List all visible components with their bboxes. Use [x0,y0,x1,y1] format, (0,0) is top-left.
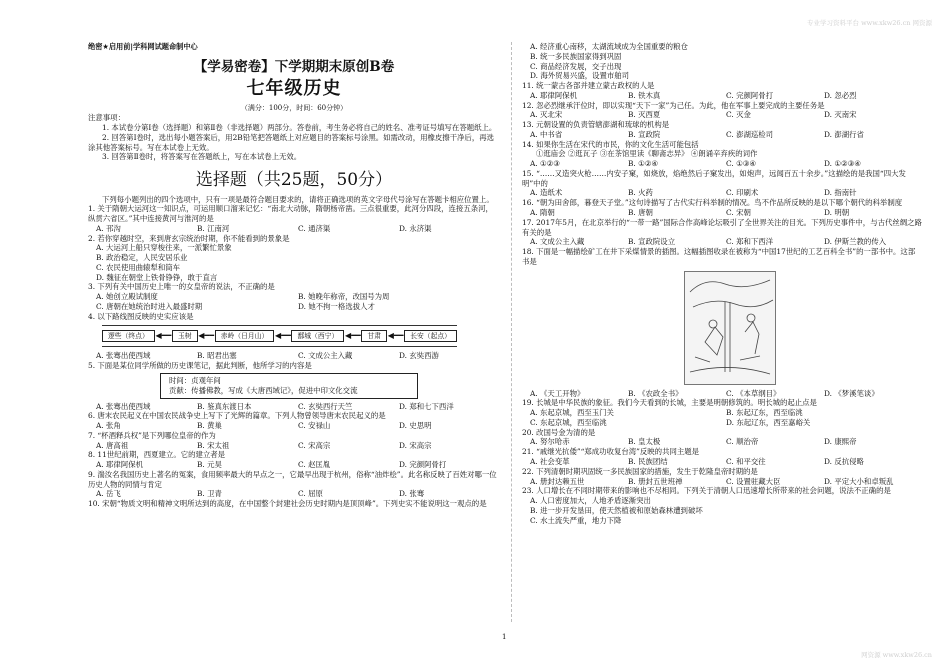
option: B. 灭西夏 [628,110,661,120]
option-row [88,224,500,234]
option: C. 玄奘西行天竺 [298,401,353,411]
option: C. 水土流失严重，地力下降 [530,515,622,525]
question [88,411,500,431]
question [522,247,922,398]
section-intro: 下列每小题列出的四个选项中，只有一项是最符合题目要求的，请将正确选项的英文字母代号涂写在答题卡相应位置上。 [102,194,494,204]
option: A. ①②③ [530,159,560,169]
option: A. 唐高祖 [96,440,129,450]
option: C. 通济渠 [298,223,331,233]
option: A. 人口密度加大，人地矛盾逐渐突出 [530,496,651,506]
watermark-top: 专业学习资料平台 www.xkw26.cn 网资源 [807,19,932,27]
option: B. 唐朝 [628,208,653,218]
question-stem: 8. 11世纪前期，西夏建立。它的建立者是 [88,450,226,460]
option: D. 永济渠 [399,223,432,233]
option: B. 元昊 [197,460,222,470]
question [88,499,500,509]
option: C. ①③④ [726,159,756,169]
option: D. ①②③④ [824,159,861,169]
option-row [522,408,922,418]
route-stop: 逻些（终点） [102,330,155,343]
column-divider [511,42,512,622]
option: B. 东起辽东，西至临洮 [726,408,803,418]
question-stem: 11. 统一蒙古各部并建立蒙古政权的人是 [522,81,655,91]
option: B. 铁木真 [628,90,661,100]
note-box-line: 贡献：传播佛教，写成《大唐西域记》，促进中印文化交流 [169,385,358,395]
right-column [522,42,922,525]
question [522,81,922,101]
option: B. 她晚年称帝，改国号为周 [298,292,390,302]
option: D. 张骞 [399,489,425,499]
mining-illustration [684,271,776,385]
note-box [160,373,418,399]
question [522,467,922,487]
question-stem: 4. 以下路线图反映的史实应该是 [88,311,194,321]
question-stem: 14. 如果你生活在宋代的市民，你的文化生活可能包括 [522,139,699,149]
header-line: 绝密★启用前|学科网试题命制中心 [88,42,198,51]
option: D. 忽必烈 [824,90,857,100]
arrow-left-icon: ◀━━ [344,330,361,340]
option: C. 完颜阿骨打 [726,90,774,100]
option: B. 卫青 [197,489,222,499]
option: D. 宋高宗 [399,440,432,450]
option: B. 宣政院设立 [628,237,676,247]
question-stem: 23. 人口增长在不同时期带来的影响也不尽相同。下列关于清朝人口迅速增长所带来的社会问题，说法不正确的是 [522,486,891,496]
option: D. 史思明 [399,421,432,431]
route-stop: 玉树 [172,330,198,343]
question-stem: 21. “戚继光抗倭”“郑成功收复台湾”反映的共同主题是 [522,447,700,457]
option-row [522,437,922,447]
page-number: 1 [502,633,507,641]
option-row [88,302,500,312]
option-row [522,188,922,198]
question-stem: 15. “……又造突火枪……内安子窠，如烧放，焰绝然后子窠发出，如炮声，远闻百五十余步。”这描绘的是我国“四大发明”中的 [522,168,906,188]
question [88,234,500,283]
option-row [88,421,500,431]
question-stem: 10. 宋朝“物质文明和精神文明所达到的高度，在中国整个封建社会历史时期内是顶顶峰”。下列史实不能说明这一观点的是 [88,499,487,509]
option: A. 耶律阿保机 [530,90,577,100]
option: B. 册封五世班禅 [628,476,683,486]
question [522,218,922,247]
question-stem: 16. “朝为田舍郎，暮登天子堂。”这句诗描写了古代实行科举制的情况。鸟不作品所反映的是以下哪个朝代的科举制度 [522,198,903,208]
option: C. 东起京城，西至临洮 [530,417,607,427]
option: C. 屈原 [298,489,323,499]
option: D. 东起辽东，西至嘉峪关 [726,417,811,427]
option: A. 邗沟 [96,223,121,233]
watermark-bottom: 网资源 www.xkw26.cn [861,651,932,660]
question-stem: 13. 元朝设置的负责管辖澎湖和琉球的机构是 [522,120,670,130]
question-stem: 12. 忽必烈继承汗位时，即以实现“天下一家”为己任。为此，他在军事上要完成的主要任务是 [522,100,825,110]
route-diagram [102,325,457,348]
option: C. 印刷术 [726,188,759,198]
option-row [88,489,500,499]
notes [88,113,500,162]
option: D. 郑和七下西洋 [399,401,454,411]
option: C. 《本草纲目》 [726,388,781,398]
option: B. 民族团结 [628,456,668,466]
question-stem: 2. 若你穿越时空，来到唐玄宗统治时期，你不能看到的景象是 [88,233,290,243]
question-sub-items: ①逛庙会 ②逛瓦子 ③在茶馆里读《聊斋志异》 ④朗诵辛弃疾的词作 [536,149,758,159]
option: C. 澎湖巡检司 [726,129,774,139]
option-row [522,237,922,247]
question-stem: 6. 唐末农民起义在中国农民战争史上写下了光辉的篇章。下列人物曾领导唐末农民起义的是 [88,411,386,421]
option-row [522,110,922,120]
option: C. 宋高宗 [298,440,331,450]
option: A. 隋朝 [530,208,555,218]
option-row [522,457,922,467]
option: A. 张骞出使西域 [96,401,151,411]
option: D. 伊斯兰教的传入 [824,237,887,247]
option-column [522,42,922,81]
question [522,428,922,448]
route-stop: 鄯城（西宁） [291,330,344,343]
option: D. 澎湖行省 [824,129,864,139]
arrow-left-icon: ◀━━ [387,330,404,340]
question [88,361,500,411]
option-row [522,159,922,169]
question-stem: 3. 下列有关中国历史上唯一的女皇帝的说法，不正确的是 [88,282,275,292]
option: A. 岳飞 [96,489,121,499]
option: B. 政治稳定，人民安居乐业 [96,253,188,263]
question [522,486,922,525]
option: B. 进一步开发垦田，使天然植被和原始森林遭到破坏 [530,505,703,515]
right-question-list [522,42,922,525]
option: A. 文成公主入藏 [530,237,585,247]
note-item: 2. 回答第Ⅰ卷时，选出每小题答案后，用2B铅笔把答题纸上对应题目的答案标号涂黑。如需改动，用橡皮擦干净后，再选涂其他答案标号。写在本试卷上无效。 [88,132,494,152]
question [88,450,500,470]
option: D. 康熙帝 [824,437,857,447]
arrow-left-icon: ◀━━ [274,330,291,340]
option: D. 《梦溪笔谈》 [824,388,879,398]
question-stem: 19. 长城是中华民族的象征。我们今天看到的长城，主要是明朝修筑的。明长城的起止点是 [522,398,817,408]
note-heading: 注意事项： [88,113,125,123]
question-stem: 9. 湍汝名我国历史上著名的冤案，食用频率最大的早点之一，它最早出现于杭州，俗称“油炸桧”。此名称反映了百姓对哪一位历史人物的同情与肯定 [88,469,497,489]
option: B. 江南河 [197,223,230,233]
question [522,120,922,140]
option: C. 灭金 [726,110,751,120]
question-stem: 7. “杯酒释兵权”是下列哪位皇帝的作为 [88,430,216,440]
option: B. 黄巢 [197,421,222,431]
option: C. 文成公主入藏 [298,351,353,361]
left-question-list [88,204,500,509]
option: D. 明朝 [824,208,850,218]
question [522,140,922,169]
option-row [522,389,922,399]
arrow-left-icon: ◀━━ [198,330,215,340]
option: A. 中书省 [530,129,563,139]
option: C. 农民使用曲辕犁和筒车 [96,262,180,272]
question-stem: 1. 关于隋朝大运河这一知识点，可运用顺口溜来记忆：“南北大动脉，隋朝杨帝凿。三点很重要，此河分四段，连接五条河，纵贯六省区。”其中连接黄河与淮河的是 [88,204,493,224]
option: D. 她不拘一格选拔人才 [298,301,375,311]
option: D. 玄奘西游 [399,351,439,361]
option: B. 统一多民族国家得到巩固 [530,51,622,61]
option-column [522,496,922,525]
question [522,169,922,198]
option: A. 大运河上船只穿梭往来，一派繁忙景象 [96,243,232,253]
option: A. 灭北宋 [530,110,563,120]
question-stem: 5. 下面是某位同学所做的历史课笔记，据此判断，他所学习的内容是 [88,361,312,371]
option-row [88,292,500,302]
option: D. 魏征在朝堂上铁骨铮铮，敢于直言 [96,272,218,282]
option: B. 皇太极 [628,437,661,447]
option: C. 和平交往 [726,456,766,466]
option-row [522,418,922,428]
option: C. 唐朝在她统治时进入最盛时期 [96,301,203,311]
question [522,42,922,81]
option: B. 《农政全书》 [628,388,683,398]
option: C. 顺治帝 [726,437,759,447]
option-row [522,477,922,487]
note-item: 3. 回答第Ⅱ卷时，将答案写在答题纸上，写在本试卷上无效。 [102,152,302,162]
option: A. 耶律阿保机 [96,460,143,470]
option: D. 完颜阿骨打 [399,460,447,470]
option: D. 指南针 [824,188,857,198]
option-row [88,460,500,470]
option: B. 宣政院 [628,129,661,139]
option: B. ①②④ [628,159,659,169]
option: A. 张角 [96,421,121,431]
option: C. 设置驻藏大臣 [726,476,781,486]
option: C. 商品经济发展，交子出现 [530,61,622,71]
route-stop: 赤岭（日月山） [215,330,275,343]
question [88,470,500,499]
option-row [522,208,922,218]
option-row [88,351,500,361]
option: B. 宋太祖 [197,440,230,450]
option-row [522,130,922,140]
question-stem: 22. 下列清朝时期巩固统一多民族国家的措施，发生于乾隆皇帝时期的是 [522,466,758,476]
option-row [522,91,922,101]
option: A. 《天工开物》 [530,388,585,398]
question [88,282,500,311]
option: A. 张骞出使西域 [96,351,151,361]
option: A. 册封达赖五世 [530,476,585,486]
option: A. 东起京城，西至玉门关 [530,408,614,418]
route-stop: 长安（起点） [404,330,457,343]
option: B. 火药 [628,188,653,198]
question-stem: 18. 下面是一幅描绘矿工在井下采煤情景的插图。这幅插图收录在被称为“中国17世纪的工艺百科全书”的一部书中。这部书是 [522,247,916,266]
option: A. 社会变革 [530,456,570,466]
note-item: 1. 本试卷分第Ⅰ卷（选择题）和第Ⅱ卷（非选择题）两部分。答卷前，考生务必将自己的姓名、准考证号填写在答题纸上。 [102,123,497,133]
option-row [88,441,500,451]
option: D. 海外贸易兴盛，设置市舶司 [530,71,630,81]
option: B. 昭君出塞 [197,351,237,361]
section-title: 选择题（共25题，50分） [195,170,393,191]
option: A. 经济重心南移，太湖流域成为全国重要的粮仓 [530,42,688,51]
question [522,101,922,121]
exam-title: 【学易密卷】下学期期末原创B卷 [193,58,395,75]
route-stop: 甘肃 [361,330,387,343]
left-column [88,42,500,509]
question-stem: 20. 改国号金为清的是 [522,427,596,437]
subject-title: 七年级历史 [246,78,342,100]
option-row [88,402,500,412]
option: C. 宋朝 [726,208,751,218]
question [522,398,922,427]
question [88,431,500,451]
option-column [88,243,500,282]
option: A. 她创立殿试制度 [96,292,158,302]
question [88,204,500,233]
option: C. 郑和下西洋 [726,237,774,247]
score-line: （满分：100分，时间：60分钟） [240,104,348,113]
option: B. 鉴真东渡日本 [197,401,252,411]
option: A. 努尔哈赤 [530,437,570,447]
question [88,312,500,362]
option: D. 平定大小和卓叛乱 [824,476,894,486]
question [522,447,922,467]
question [522,198,922,218]
note-box-line: 时间：贞观年间 [169,376,221,386]
option: D. 反抗侵略 [824,456,864,466]
question-stem: 17. 2017年5月，在北京举行的“一带一路”国际合作高峰论坛吸引了全世界关注的目光。下列历史事件中，与古代丝绸之路有关的是 [522,217,922,237]
option: C. 安禄山 [298,421,331,431]
option: A. 造纸术 [530,188,563,198]
option: D. 灭南宋 [824,110,857,120]
option: C. 赵匡胤 [298,460,331,470]
arrow-left-icon: ◀━━ [155,330,172,340]
